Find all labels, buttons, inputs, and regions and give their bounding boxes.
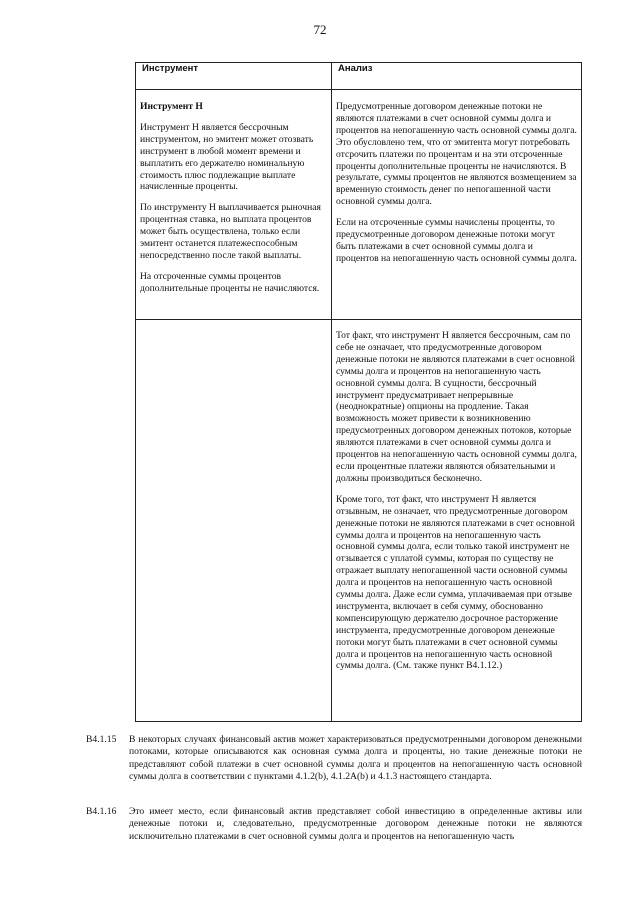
page-number: 72: [313, 22, 327, 37]
paragraph-b4-1-16: [86, 806, 582, 843]
instrument-paragraph: Инструмент H является бессрочным инструментом, но эмитент может отозвать инструмент в любой момент времени и выплатить его держателю номинальную стоимость плюс подлежащие выплате начисленные проценты.: [140, 121, 314, 193]
instrument-paragraph: На отсроченные суммы процентов дополнительные проценты не начисляются.: [140, 270, 320, 294]
instrument-description-cell: [136, 90, 332, 320]
analysis-cell: [332, 320, 582, 722]
analysis-paragraph: Предусмотренные договором денежные потоки не являются платежами в счет основной суммы долга и процентов на непогашенную часть основной суммы долга. Это обусловлено тем, что от эмитента могут потребовать отсрочить платежи по процентам и на эти отсроченные проценты дополнительные проценты не начисляются. В результате, суммы процентов не являются возмещением за временную стоимость денег по непогашенной части основной суммы долга.: [336, 101, 577, 208]
paragraph-text: Это имеет место, если финансовый актив представляет собой инвестицию в определенные активы или денежные потоки и, следовательно, предусмотренные договором денежные потоки не являются исключительно платежами в счет основной суммы долга и процентов на непогашенную часть: [129, 806, 582, 842]
paragraph-text: В некоторых случаях финансовый актив может характеризоваться предусмотренными договором денежными потоками, которые описываются как основная сумма долга и проценты, но такие денежные потоки не представляют собой платежи в счет основной суммы долга и процентов на непогашенную часть основной суммы долга в соответствии с пунктами 4.1.2(b), 4.1.2A(b) и 4.1.3 настоящего стандарта.: [129, 734, 582, 782]
paragraph-number: B4.1.15: [86, 734, 117, 745]
table-header-analysis: Анализ: [332, 63, 582, 90]
instrument-paragraph: По инструменту H выплачивается рыночная процентная ставка, но выплата процентов может быть осуществлена, только если эмитент останется платежеспособным непосредственно после такой выплаты.: [140, 202, 321, 261]
analysis-paragraph: Тот факт, что инструмент H является бессрочным, сам по себе не означает, что предусмотренные договором денежные потоки не являются платежами в счет основной суммы долга и процентов на непогашенную часть основной суммы долга. В сущности, бессрочный инструмент предусматривает непрерывные (неоднократные) опционы на продление. Такая возможность может привести к возникновению предусмотренных договором денежных потоков, которые являются платежами в счет основной суммы долга и процентов на непогашенную часть основной суммы долга, если процентные платежи являются обязательными и должны производиться бесконечно.: [336, 330, 577, 484]
analysis-cell: [332, 90, 582, 320]
instrument-title: Инструмент H: [140, 101, 203, 112]
analysis-paragraph: Кроме того, тот факт, что инструмент H является отзывным, не означает, что предусмотренные договором денежные потоки не являются платежами в счет основной суммы долга и процентов на непогашенную часть основной суммы долга, если только такой инструмент не отзывается с уплатой суммы, которая по существу не отражает выплату непогашенной части основной суммы долга и процентов на непогашенную часть основной суммы долга. Даже если сумма, уплачиваемая при отзыве инструмента, включает в себя сумму, обоснованно компенсирующую держателю досрочное расторжение инструмента, предусмотренные договором денежные потоки могут быть платежами в счет основной суммы долга и процентов на непогашенную часть основной суммы долга. (См. также пункт B4.1.12.): [336, 493, 575, 672]
empty-cell: [136, 320, 332, 722]
table-row: [136, 320, 582, 722]
analysis-paragraph: Если на отсроченные суммы начислены проценты, то предусмотренные договором денежные потоки могут быть платежами в счет основной суммы долга и процентов на непогашенную часть основной суммы долга.: [336, 217, 577, 264]
paragraph-number: B4.1.16: [86, 806, 117, 817]
paragraph-b4-1-15: [86, 734, 582, 783]
instrument-analysis-table: [135, 62, 582, 722]
table-row: [136, 90, 582, 320]
table-header-instrument: Инструмент: [136, 63, 332, 90]
